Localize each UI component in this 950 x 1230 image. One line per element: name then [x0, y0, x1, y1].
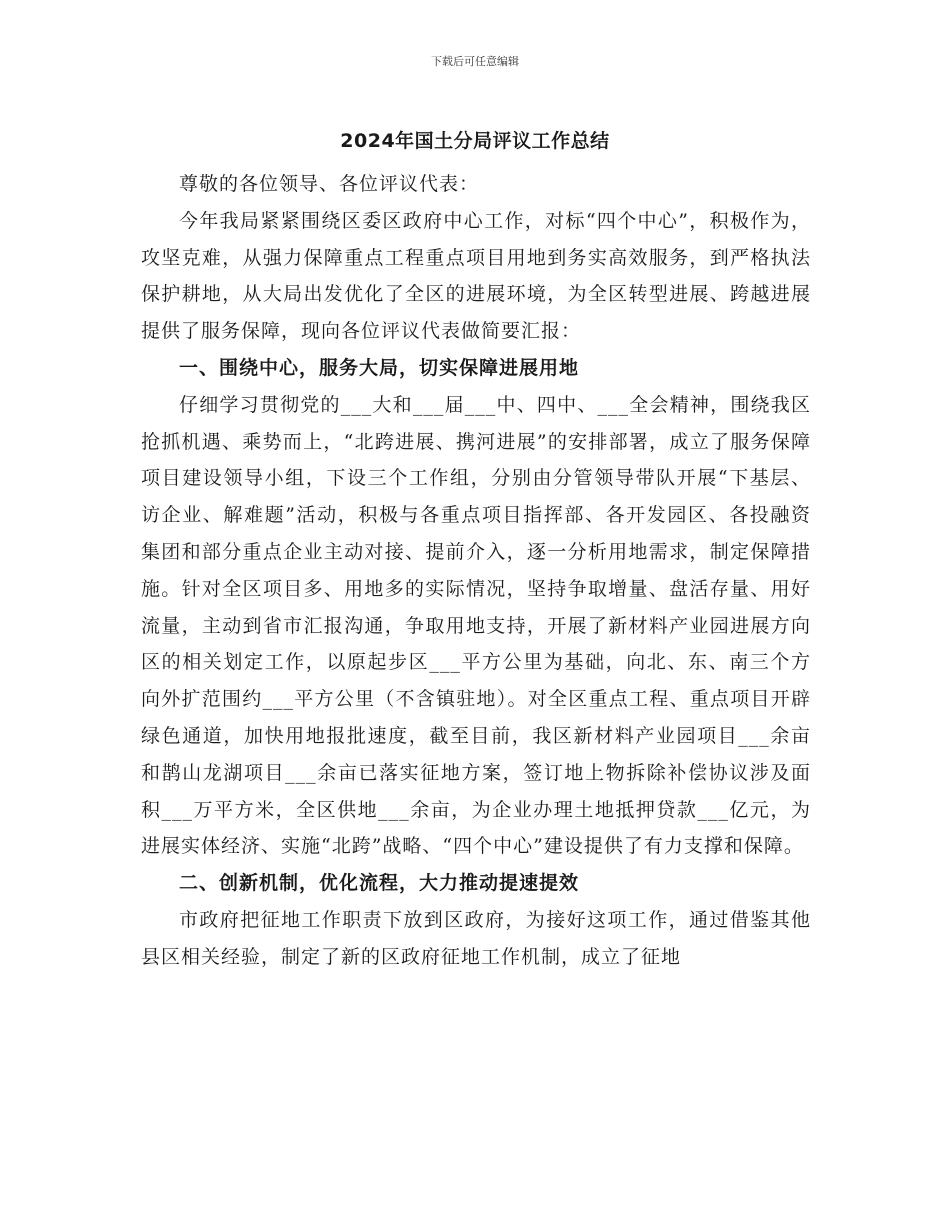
section-2-heading: 二、创新机制，优化流程，大力推动提速提效 — [179, 872, 580, 895]
document-title: 2024年国土分局评议工作总结 — [340, 130, 610, 152]
intro-paragraph: 今年我局紧紧围绕区委区政府中心工作，对标“四个中心”，积极作为，攻坚克难，从强力保障重点工程重点项目用地到务实高效服务，到严格执法保护耕地，从大局出发优化了全区的进展环境，为全区转型进展、跨越进展提供了服务保障，现向各位评议代表做简要汇报： — [141, 209, 811, 343]
section-1-paragraph: 仔细学习贯彻党的___大和___届___中、四中、___全会精神，围绕我区抢抓机遇、乘势而上，“北跨进展、携河进展”的安排部署，成立了服务保障项目建设领导小组，下设三个工作组，分别由分管领导带队开展“下基层、访企业、解难题”活动，积极与各重点项目指挥部、各开发园区、各投融资集团和部分重点企业主动对接、提前介入，逐一分析用地需求，制定保障措施。针对全区项目多、用地多的实际情况，坚持争取增量、盘活存量、用好流量，主动到省市汇报沟通，争取用地支持，开展了新材料产业园进展方向区的相关划定工作，以原起步区___平方公里为基础，向北、东、南三个方向外扩范围约___平方公里（不含镇驻地）。对全区重点工程、重点项目开辟绿色通道，加快用地报批速度，截至目前，我区新材料产业园项目___余亩和鹊山龙湖项目___余亩已落实征地方案，签订地上物拆除补偿协议涉及面积___万平方米，全区供地___余亩，为企业办理土地抵押贷款___亿元，为进展实体经济、实施“北跨”战略、“四个中心”建设提供了有力支撑和保障。 — [141, 393, 811, 858]
salutation: 尊敬的各位领导、各位评议代表： — [179, 173, 480, 195]
section-1-heading: 一、围绕中心，服务大局，切实保障进展用地 — [179, 356, 580, 379]
section-2-paragraph: 市政府把征地工作职责下放到区政府，为接好这项工作，通过借鉴其他县区相关经验，制定了新的区政府征地工作机制，成立了征地 — [141, 908, 811, 968]
header-note: 下载后可任意编辑 — [431, 55, 519, 68]
document-body — [141, 166, 811, 976]
